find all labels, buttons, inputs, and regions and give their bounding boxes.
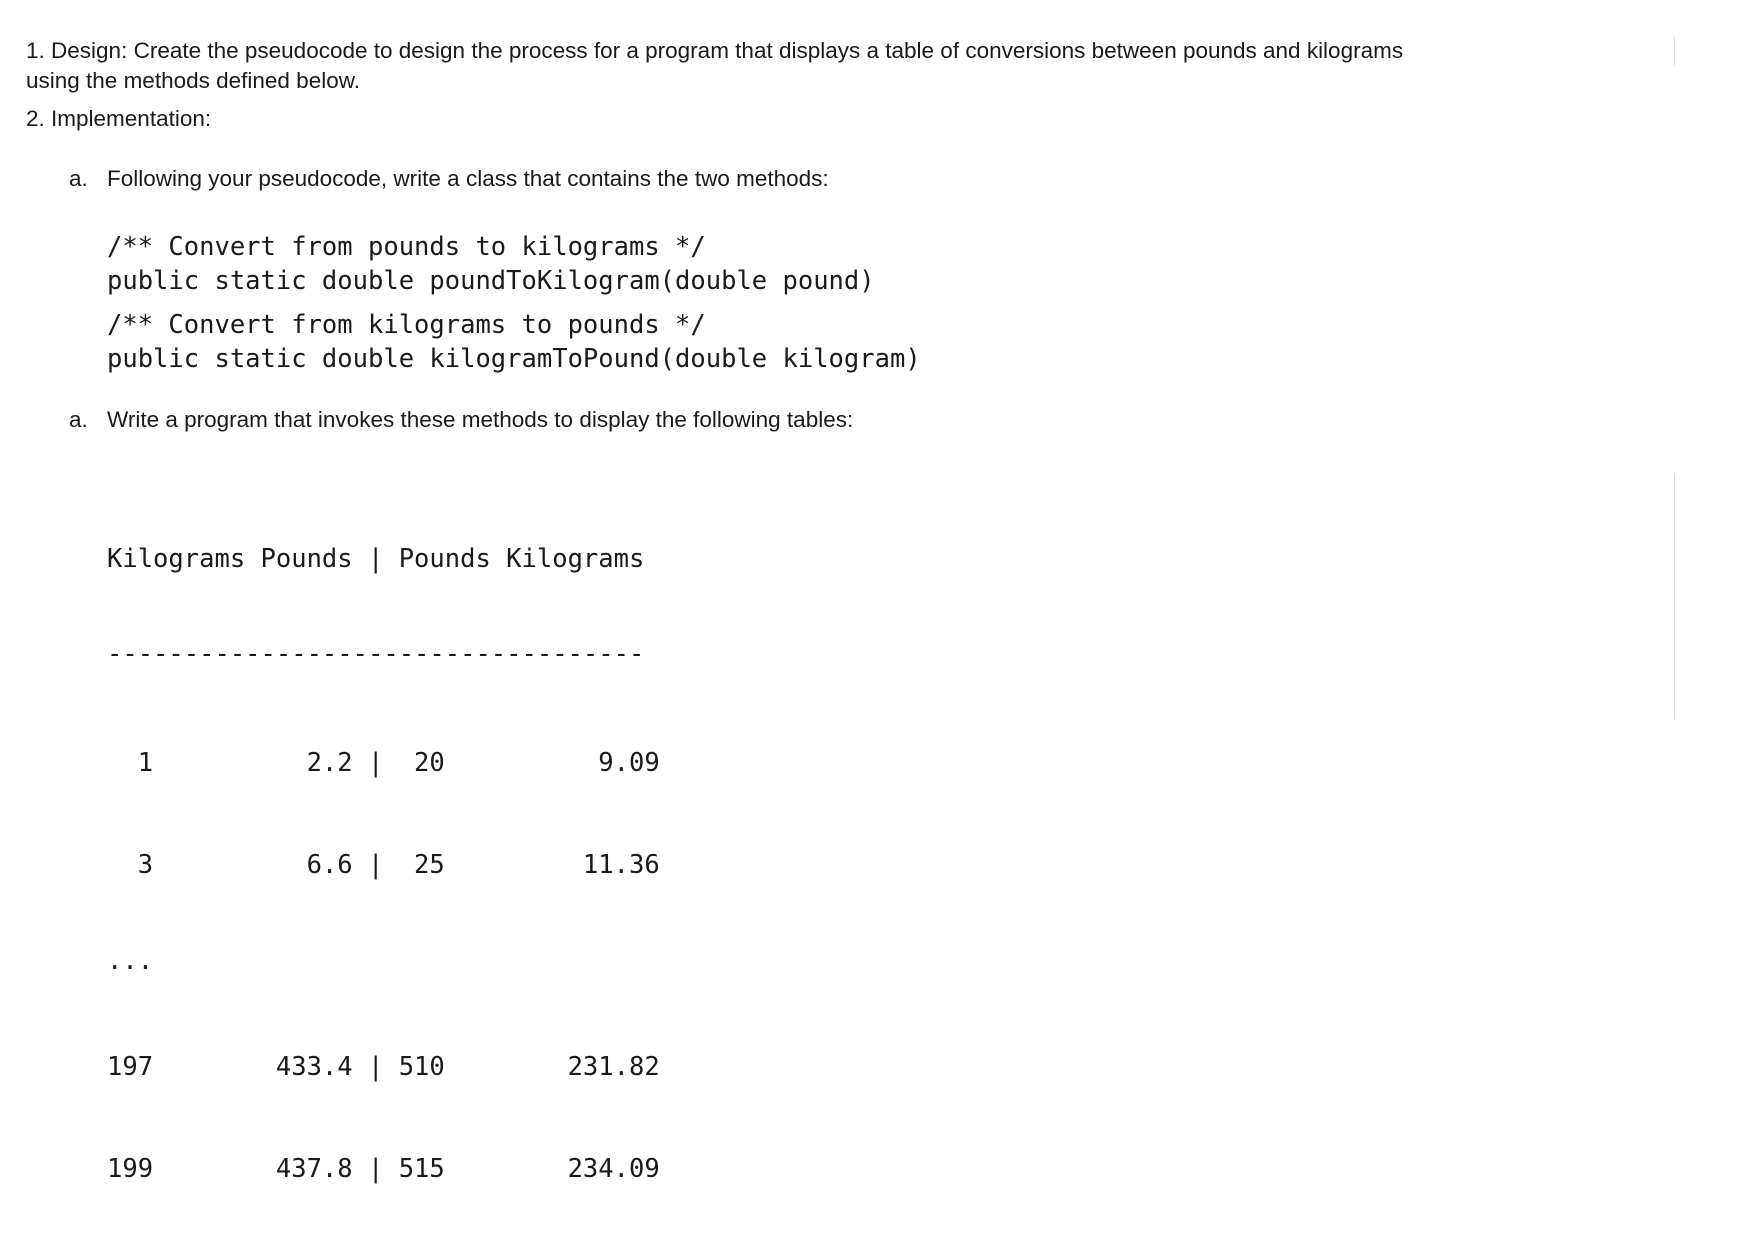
sub-list-marker: a.: [69, 407, 88, 432]
sub-item-class-methods: [69, 164, 829, 194]
table-row: 3 6.6 | 25 11.36: [107, 850, 660, 880]
table-row: 197 433.4 | 510 231.82: [107, 1052, 660, 1082]
list-item-implementation: [26, 104, 211, 134]
code-signature-kg-to-pound: public static double kilogramToPound(double kilogram): [107, 344, 921, 374]
design-text-line2: using the methods defined below.: [26, 68, 360, 93]
right-margin-line: [1674, 36, 1675, 66]
code-comment-pound-to-kg: /** Convert from pounds to kilograms */: [107, 232, 706, 262]
table-divider: -----------------------------------: [107, 639, 645, 669]
table-row: 199 437.8 | 515 234.09: [107, 1154, 660, 1184]
table-header: Kilograms Pounds | Pounds Kilograms: [107, 544, 645, 574]
right-margin-line: [1674, 474, 1675, 719]
table-row: 1 2.2 | 20 9.09: [107, 748, 660, 778]
sub-item-text: Following your pseudocode, write a class that contains the two methods:: [107, 166, 829, 191]
list-marker: 1.: [26, 38, 45, 63]
implementation-text: Implementation:: [51, 106, 212, 131]
conversion-table: [107, 474, 660, 1254]
table-ellipsis: ...: [107, 946, 154, 976]
sub-list-marker: a.: [69, 166, 88, 191]
code-signature-pound-to-kg: public static double poundToKilogram(double pound): [107, 266, 875, 296]
sub-item-text: Write a program that invokes these methods to display the following tables:: [107, 407, 854, 432]
sub-item-program-tables: [69, 405, 853, 435]
list-item-design: [26, 36, 1656, 96]
code-comment-kg-to-pound: /** Convert from kilograms to pounds */: [107, 310, 706, 340]
design-text-line1: Design: Create the pseudocode to design the process for a program that displays a table of conversions between pounds and kilograms: [51, 38, 1404, 63]
list-marker: 2.: [26, 106, 45, 131]
